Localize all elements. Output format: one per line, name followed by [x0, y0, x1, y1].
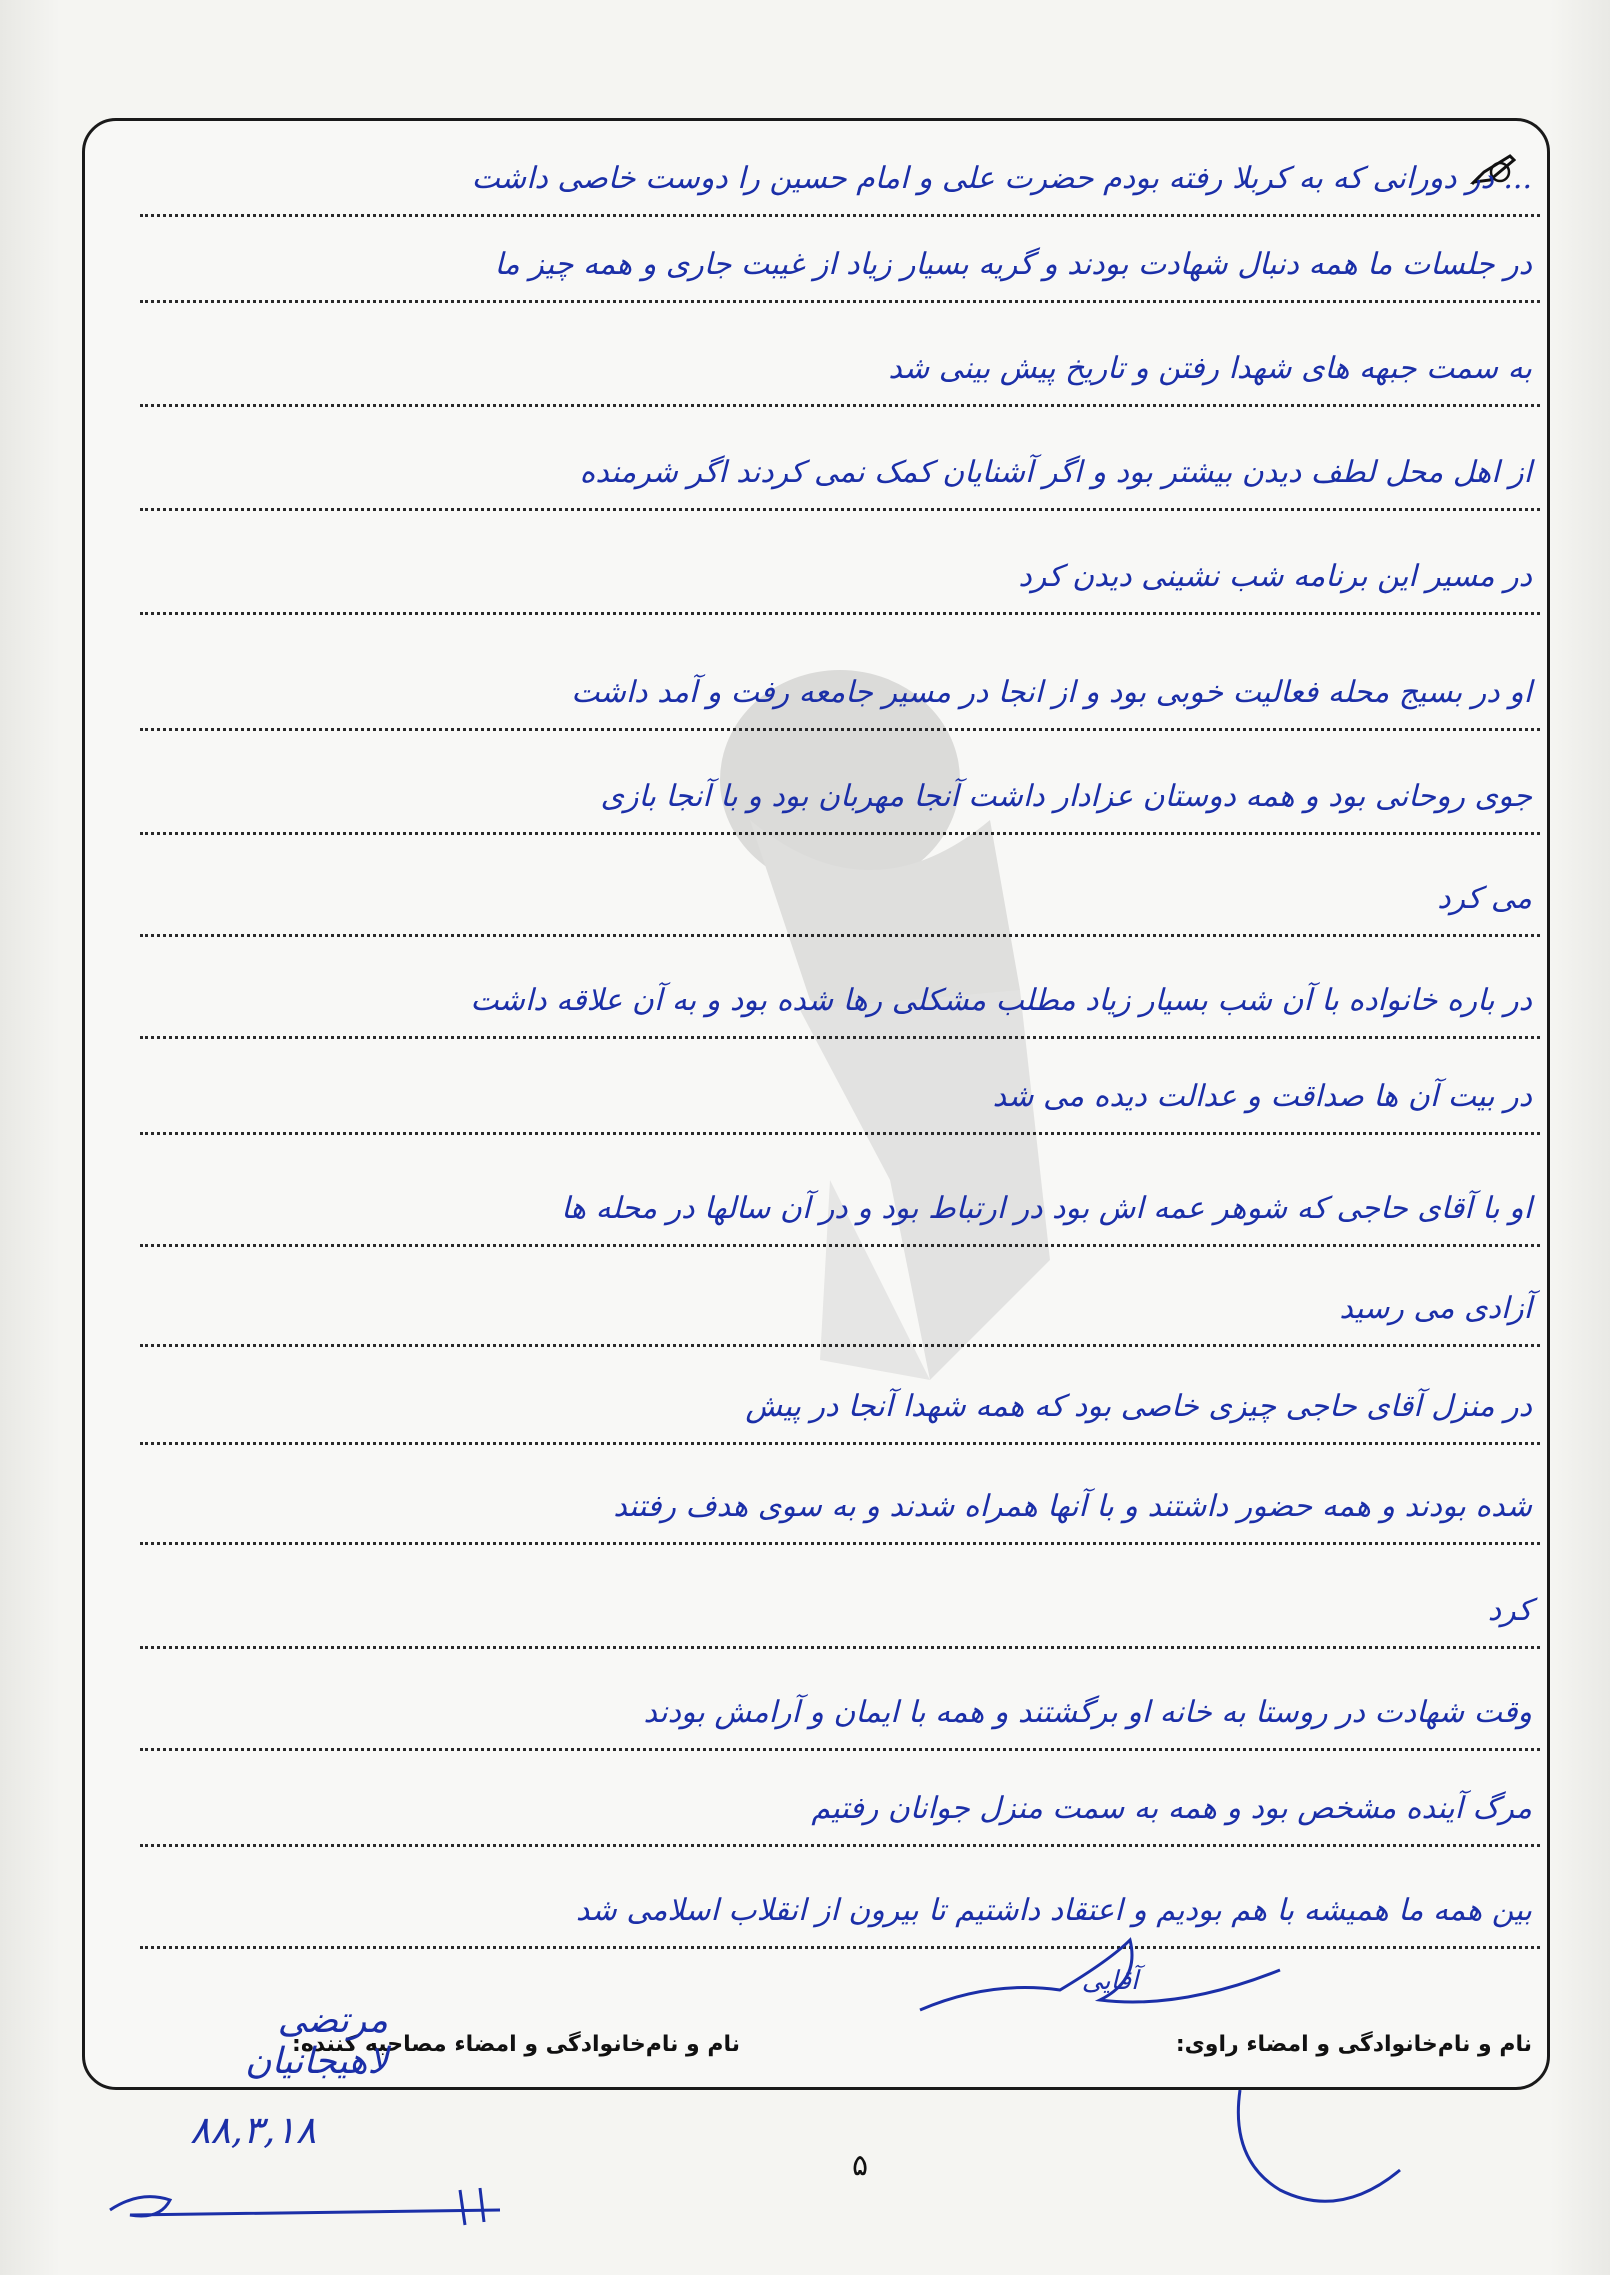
- handwritten-text: از اهل محل لطف دیدن بیشتر بود و اگر آشنایان کمک نمی کردند اگر شرمنده: [579, 455, 1532, 490]
- handwritten-line: [140, 1350, 1540, 1445]
- handwritten-text: می کرد: [1437, 881, 1532, 916]
- handwritten-text: او در بسیج محله فعالیت خوبی بود و از انجا در مسیر جامعه رفت و آمد داشت: [571, 675, 1532, 710]
- lower-signature-scrawl: [100, 2170, 520, 2240]
- dotted-rule: [140, 1244, 1540, 1247]
- dotted-rule: [140, 1442, 1540, 1445]
- handwritten-line: [140, 740, 1540, 835]
- handwritten-text: مرگ آینده مشخص بود و همه به سمت منزل جوانان رفتیم: [811, 1791, 1532, 1826]
- handwritten-line: [140, 842, 1540, 937]
- interviewer-signature: آقایی: [1081, 1966, 1139, 1996]
- signature-loop: [1120, 2080, 1420, 2240]
- handwritten-line: [140, 1752, 1540, 1847]
- dotted-rule: [140, 934, 1540, 937]
- handwritten-text: کرد: [1487, 1593, 1532, 1628]
- dotted-rule: [140, 1344, 1540, 1347]
- handwritten-line: [140, 416, 1540, 511]
- handwritten-line: [140, 1554, 1540, 1649]
- handwritten-text: به سمت جبهه های شهدا رفتن و تاریخ پیش بینی شد: [888, 351, 1532, 386]
- handwritten-text: او با آقای حاجی که شوهر عمه اش بود در ارتباط بود و در آن سالها در محله ها: [561, 1191, 1532, 1226]
- handwritten-text: در جلسات ما همه دنبال شهادت بودند و گریه بسیار زیاد از غیبت جاری و همه چیز ما: [494, 247, 1532, 282]
- dotted-rule: [140, 832, 1540, 835]
- handwritten-line: [140, 944, 1540, 1039]
- handwritten-text: شده بودند و همه حضور داشتند و با آنها همراه شدند و به سوی هدف رفتند: [613, 1489, 1532, 1524]
- handwritten-line: [140, 208, 1540, 303]
- dotted-rule: [140, 612, 1540, 615]
- handwritten-text: در بیت آن ها صداقت و عدالت دیده می شد: [992, 1079, 1532, 1114]
- handwritten-line: [140, 312, 1540, 407]
- narrator-signature-label: نام و نام‌خانوادگی و امضاء راوی:: [1175, 2032, 1532, 2057]
- handwritten-line: [140, 1450, 1540, 1545]
- handwritten-text: بین همه ما همیشه با هم بودیم و اعتقاد داشتیم تا بیرون از انقلاب اسلامی شد: [575, 1893, 1532, 1928]
- dotted-rule: [140, 1132, 1540, 1135]
- dotted-rule: [140, 1646, 1540, 1649]
- dotted-rule: [140, 1946, 1540, 1949]
- handwritten-line: [140, 636, 1540, 731]
- page-number: ۵: [851, 2148, 869, 2183]
- handwritten-text: جوی روحانی بود و همه دوستان عزادار داشت آنجا مهربان بود و با آنجا بازی: [600, 779, 1532, 814]
- dotted-rule: [140, 1844, 1540, 1847]
- handwritten-text: در مسیر این برنامه شب نشینی دیدن کرد: [1018, 559, 1532, 594]
- dotted-rule: [140, 728, 1540, 731]
- interviewer-signature-label: نام و نام‌خانوادگی و امضاء مصاحبه کننده:: [292, 2032, 740, 2057]
- dotted-rule: [140, 404, 1540, 407]
- handwritten-line: [140, 1040, 1540, 1135]
- dotted-rule: [140, 508, 1540, 511]
- dotted-rule: [140, 300, 1540, 303]
- handwritten-text: وقت شهادت در روستا به خانه او برگشتند و همه با ایمان و آرامش بودند: [643, 1695, 1532, 1730]
- handwritten-line: [140, 1656, 1540, 1751]
- dotted-rule: [140, 1748, 1540, 1751]
- interviewer-signature-flourish: [900, 1920, 1320, 2040]
- handwritten-line: [140, 122, 1540, 217]
- handwritten-text: در منزل آقای حاجی چیزی خاصی بود که همه شهدا آنجا در پیش: [745, 1389, 1532, 1424]
- dotted-rule: [140, 1542, 1540, 1545]
- handwritten-text: در باره خانواده با آن شب بسیار زیاد مطلب مشکلی رها شده بود و به آن علاقه داشت: [470, 983, 1532, 1018]
- handwritten-line: [140, 520, 1540, 615]
- handwritten-line: [140, 1854, 1540, 1949]
- handwritten-text: آزادی می رسید: [1339, 1291, 1532, 1326]
- handwritten-line: [140, 1252, 1540, 1347]
- handwritten-line: [140, 1152, 1540, 1247]
- handwritten-text: ... در دورانی که به کربلا رفته بودم حضرت علی و امام حسین را دوست خاصی داشت: [471, 161, 1532, 196]
- handwritten-date: ۸۸,۳,۱۸: [190, 2108, 317, 2152]
- narrator-signature: مرتضی لاهیجانیان: [245, 2000, 388, 2082]
- dotted-rule: [140, 1036, 1540, 1039]
